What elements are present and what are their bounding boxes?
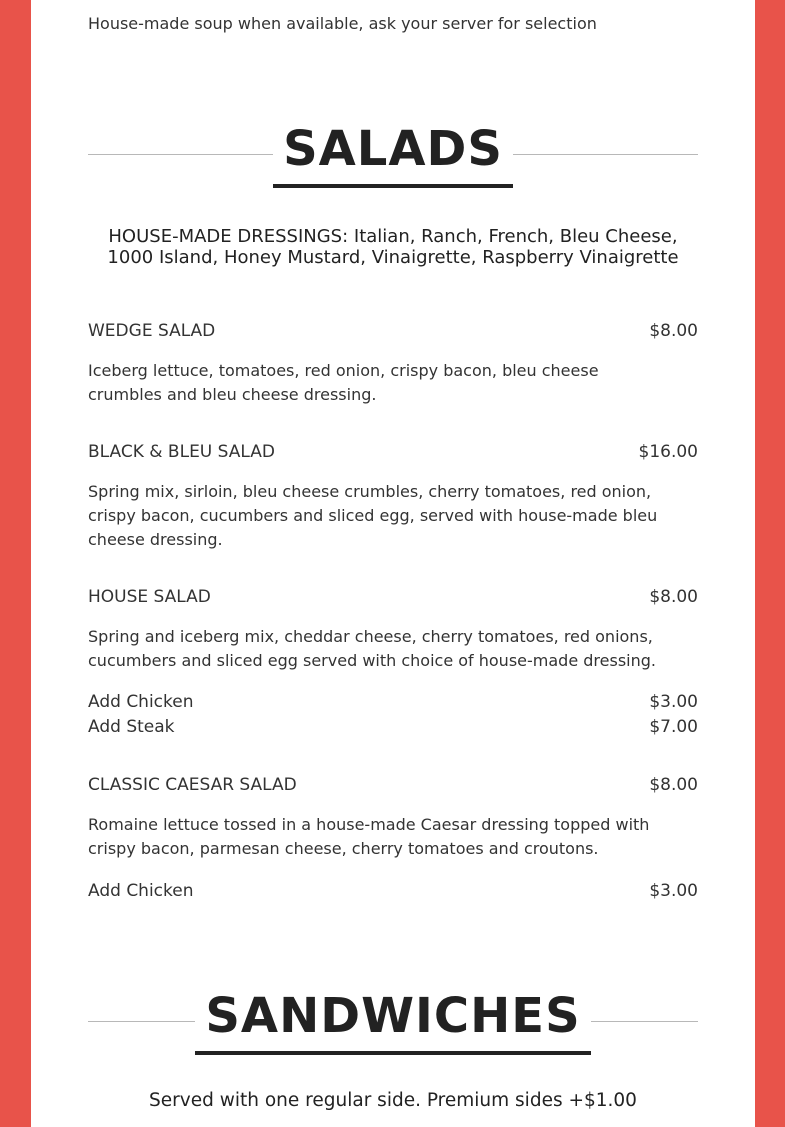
header-rule-right [591, 1021, 698, 1022]
menu-item-house-salad [88, 587, 698, 607]
salads-title: SALADS [273, 120, 513, 188]
item-name: WEDGE SALAD [88, 321, 216, 341]
sandwiches-section-header [88, 987, 698, 1055]
item-name: CLASSIC CAESAR SALAD [88, 775, 297, 795]
description-line: cucumbers and sliced egg served with choice of house-made dressing. [88, 651, 656, 670]
sandwiches-title: SANDWICHES [195, 987, 590, 1055]
item-description [88, 813, 688, 861]
dressings-list [88, 226, 698, 268]
addon-price: $7.00 [649, 717, 698, 737]
menu-item-black-bleu-salad [88, 442, 698, 462]
addon-row-chicken [88, 692, 698, 712]
item-description [88, 625, 688, 673]
description-line: crispy bacon, cucumbers and sliced egg, served with house-made bleu [88, 506, 658, 525]
addon-name: Add Chicken [88, 692, 194, 712]
served-note: Served with one regular side. Premium sides +$1.00 [149, 1090, 637, 1111]
addon-name: Add Chicken [88, 881, 194, 901]
item-price: $8.00 [649, 321, 698, 341]
description-line: crispy bacon, parmesan cheese, cherry tomatoes and croutons. [88, 839, 599, 858]
addon-row-steak [88, 717, 698, 737]
description-line: Iceberg lettuce, tomatoes, red onion, crispy bacon, bleu cheese [88, 361, 599, 380]
right-accent-bar [755, 0, 785, 1127]
description-line: Romaine lettuce tossed in a house-made Caesar dressing topped with [88, 815, 650, 834]
description-line: crumbles and bleu cheese dressing. [88, 385, 377, 404]
item-name: HOUSE SALAD [88, 587, 211, 607]
dressings-line: HOUSE-MADE DRESSINGS: Italian, Ranch, French, Bleu Cheese, [108, 226, 678, 247]
header-rule-left [88, 154, 273, 155]
left-accent-bar [0, 0, 31, 1127]
item-name: BLACK & BLEU SALAD [88, 442, 275, 462]
addon-name: Add Steak [88, 717, 175, 737]
description-line: Spring and iceberg mix, cheddar cheese, cherry tomatoes, red onions, [88, 627, 653, 646]
menu-item-wedge-salad [88, 321, 698, 341]
item-price: $8.00 [649, 775, 698, 795]
item-description [88, 480, 688, 552]
item-price: $8.00 [649, 587, 698, 607]
addon-price: $3.00 [649, 692, 698, 712]
description-line: Spring mix, sirloin, bleu cheese crumbles, cherry tomatoes, red onion, [88, 482, 652, 501]
dressings-line: 1000 Island, Honey Mustard, Vinaigrette, Raspberry Vinaigrette [107, 247, 679, 268]
addon-row-chicken [88, 881, 698, 901]
salads-section-header [88, 120, 698, 188]
header-rule-left [88, 1021, 195, 1022]
description-line: cheese dressing. [88, 530, 223, 549]
header-rule-right [513, 154, 698, 155]
soup-note: House-made soup when available, ask your server for selection [88, 14, 597, 33]
addon-price: $3.00 [649, 881, 698, 901]
menu-item-caesar-salad [88, 775, 698, 795]
item-description [88, 359, 688, 407]
item-price: $16.00 [638, 442, 698, 462]
